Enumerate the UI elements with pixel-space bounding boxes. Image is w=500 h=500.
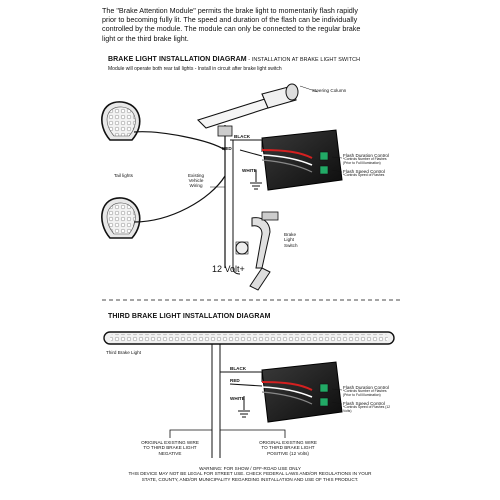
third-brake-light-bar xyxy=(104,332,394,344)
intro-line-4: light or the third brake light. xyxy=(102,33,189,43)
existing-wiring-label xyxy=(180,173,212,188)
intro-line-3: controlled by the module. The module can only be connected to the regular brake xyxy=(102,24,361,34)
white-wire-label-1: WHITE xyxy=(242,168,257,173)
duration-control-label-2 xyxy=(343,385,399,398)
negative-wire-line-3: NEGATIVE xyxy=(158,450,182,456)
speed-control-title-1: Flash Speed Control xyxy=(343,169,385,174)
brake-switch-line-2: Light xyxy=(284,237,294,243)
speed-control-note-2: *Controls Speed of Flashes (12 Volts) xyxy=(343,405,391,413)
neg-leader xyxy=(170,430,212,438)
existing-wiring-line-3: Wiring xyxy=(189,183,203,188)
speed-control-note-1: *Controls Speed of Flashes xyxy=(343,173,385,177)
positive-wire-line-2: TO THIRD BRAKE LIGHT xyxy=(261,445,315,451)
negative-wire-line-2: TO THIRD BRAKE LIGHT xyxy=(143,445,197,451)
diagram2-title: THIRD BRAKE LIGHT INSTALLATION DIAGRAM xyxy=(108,313,271,320)
red-wire-label-2: RED xyxy=(230,378,240,383)
duration-control-note-1a: *Controls Number of Flashes xyxy=(343,157,387,161)
warning-footer xyxy=(102,466,398,482)
negative-wire-line-1: ORIGINAL EXISTING WIRE xyxy=(141,440,199,445)
pos-leader xyxy=(220,430,285,438)
red-wire-1 xyxy=(240,150,262,156)
speed-dial-2 xyxy=(320,398,328,406)
duration-control-title-1: Flash Duration Control xyxy=(343,153,389,158)
positive-wire-line-1: ORIGINAL EXISTING WIRE xyxy=(259,440,317,445)
duration-dial-1 xyxy=(320,152,328,160)
duration-control-label-1 xyxy=(343,153,399,166)
existing-wiring-line-1: Existing xyxy=(187,173,205,178)
red-wire-2 xyxy=(230,384,262,386)
red-wire-label-1: RED xyxy=(222,146,232,151)
white-wire-label-2: WHITE xyxy=(230,396,245,401)
brake-pedal xyxy=(250,212,278,290)
black-wire-1 xyxy=(230,140,262,152)
tail-lights-label: Tail lights xyxy=(114,173,133,178)
warning-line-2: THIS DEVICE MAY NOT BE LEGAL FOR STREET USE. CHECK FEDERAL LAWS AND/OR REGULATIONS IN YOUR xyxy=(128,471,372,477)
brake-switch-label xyxy=(284,232,298,248)
brake-attention-module-2 xyxy=(262,362,342,422)
brake-attention-module-1 xyxy=(262,130,342,190)
intro-line-1: The "Brake Attention Module" permits the brake light to momentarily flash rapidly xyxy=(102,6,358,15)
speed-control-label-1 xyxy=(343,169,399,178)
black-wire-label-1: BLACK xyxy=(234,134,251,139)
speed-dial-1 xyxy=(320,166,328,174)
speed-control-title-2: Flash Speed Control xyxy=(343,401,385,406)
intro-line-2: prior to becoming fully lit. The speed and duration of the flash can be individually xyxy=(102,15,358,25)
duration-control-note-1b: (Prior to Full Illumination) xyxy=(343,160,381,165)
voltage-label: 12 Volt+ xyxy=(212,264,245,274)
speed-control-label-2 xyxy=(343,401,399,414)
ground-symbol-2 xyxy=(238,411,250,417)
duration-dial-2 xyxy=(320,384,328,392)
brake-switch-line-3: Switch xyxy=(284,242,298,248)
diagram1-subtitle: Module will operate both rear tail lights - Install in circuit after brake light switch xyxy=(108,66,282,72)
duration-control-note-2a: *Controls Number of Flashes xyxy=(343,389,387,393)
warning-line-1: WARNING: FOR SHOW / OFF-ROAD USE ONLY xyxy=(199,466,301,471)
ground-symbol-1 xyxy=(250,183,262,189)
steering-column xyxy=(198,84,318,136)
steering-column-label: Steering Column xyxy=(312,88,347,93)
tail-light-top xyxy=(102,102,140,140)
black-wire-label-2: BLACK xyxy=(230,366,247,371)
diagram1-title-main: BRAKE LIGHT INSTALLATION DIAGRAM xyxy=(108,56,247,63)
warning-line-3: STATE, COUNTY, AND/OR MUNICIPALITY REGARDING INSTALLATION AND USE OF THIS PRODUCT. xyxy=(141,476,359,482)
brake-light-switch xyxy=(236,242,248,254)
duration-control-note-2b: (Prior to Full Illumination) xyxy=(343,392,381,397)
third-brake-light-label: Third Brake Light xyxy=(106,350,141,355)
positive-wire-label xyxy=(248,440,328,456)
duration-control-title-2: Flash Duration Control xyxy=(343,385,389,390)
diagram1-title-suffix: - INSTALLATION AT BRAKE LIGHT SWITCH xyxy=(246,57,361,63)
black-wire-2 xyxy=(220,372,262,382)
tail-top-wire xyxy=(134,132,225,150)
tail-light-bottom xyxy=(102,198,140,238)
brake-switch-line-1: Brake xyxy=(284,232,297,237)
positive-wire-line-3: POSITIVE (12 Volts) xyxy=(267,450,309,456)
negative-wire-label xyxy=(130,440,210,456)
existing-wiring-line-2: Vehicle xyxy=(188,178,204,183)
